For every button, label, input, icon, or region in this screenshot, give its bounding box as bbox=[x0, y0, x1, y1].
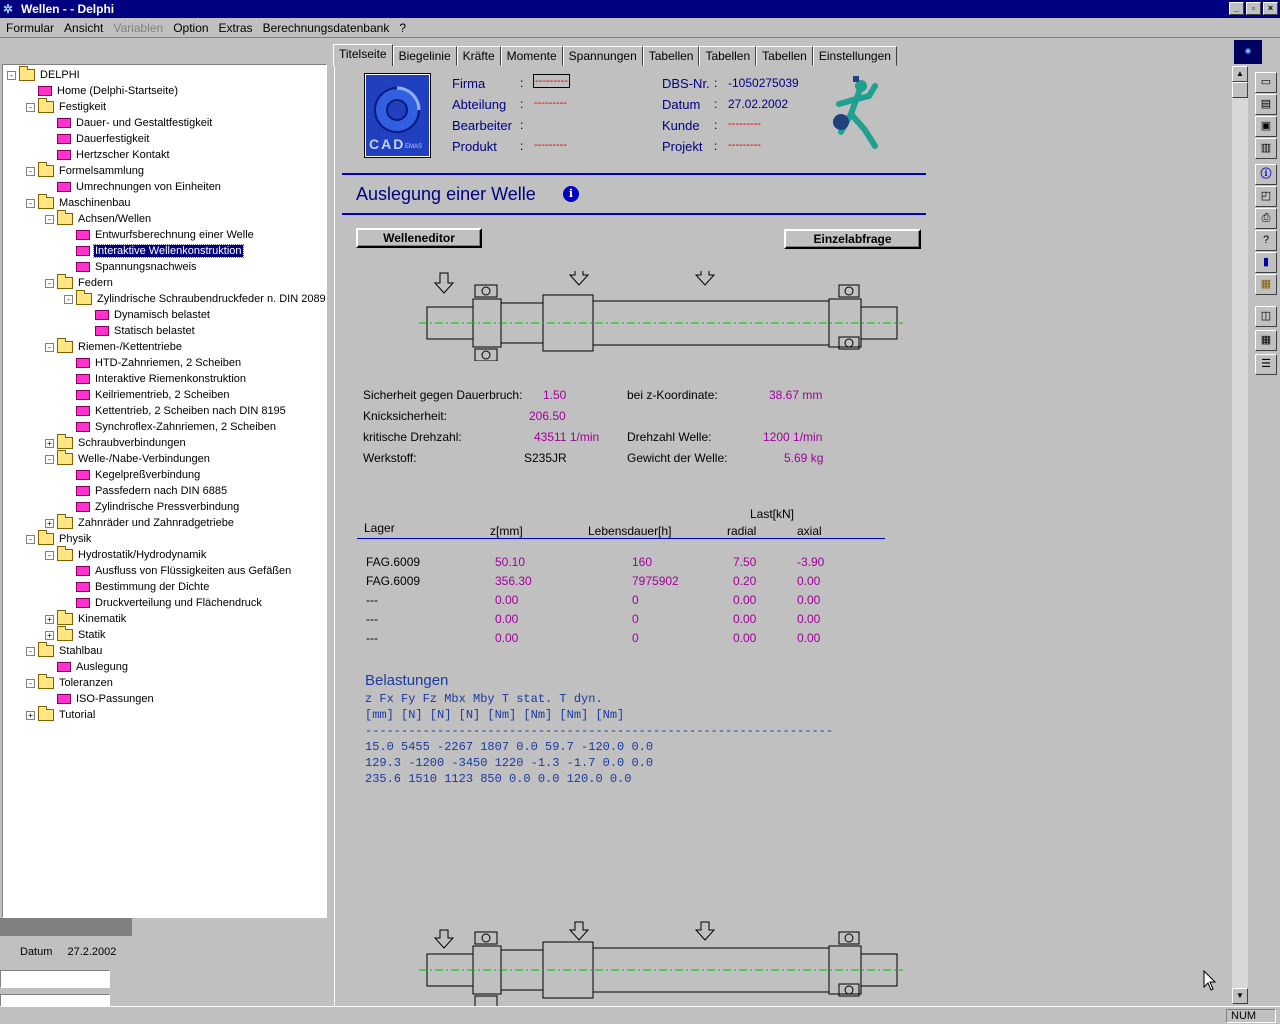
tree-node-label: Statisch belastet bbox=[114, 325, 195, 337]
dialog-titlebar[interactable] bbox=[0, 918, 132, 936]
tree-node[interactable] bbox=[26, 643, 103, 659]
menu-berechnungsdatenbank[interactable]: Berechnungsdatenbank bbox=[262, 20, 390, 35]
tree-node[interactable] bbox=[26, 83, 179, 99]
tree-node-label: Maschinenbau bbox=[59, 197, 131, 209]
tree-node-label: Kettentrieb, 2 Scheiben nach DIN 8195 bbox=[95, 405, 286, 417]
scroll-thumb[interactable] bbox=[1232, 82, 1248, 98]
tree-node-label: Stahlbau bbox=[59, 645, 103, 657]
collapse-icon[interactable]: - bbox=[64, 295, 73, 304]
tree-node-label: Festigkeit bbox=[59, 101, 107, 113]
bearing-value-cell: 50.10 bbox=[495, 555, 526, 569]
tree-node[interactable] bbox=[64, 579, 210, 595]
collapse-icon[interactable]: - bbox=[45, 455, 54, 464]
radial-header: radial bbox=[727, 524, 757, 538]
expand-icon[interactable]: + bbox=[26, 711, 35, 720]
layout-icon[interactable]: ◫ bbox=[1255, 306, 1277, 327]
einzelabfrage-button[interactable]: Einzelabfrage bbox=[784, 229, 921, 249]
navigation-tree[interactable] bbox=[2, 64, 327, 918]
bearing-value-cell: 0 bbox=[632, 631, 639, 645]
bearing-value-cell: 0.00 bbox=[495, 612, 519, 626]
tree-node-label: HTD-Zahnriemen, 2 Scheiben bbox=[95, 357, 242, 369]
new-document-icon[interactable]: ▭ bbox=[1255, 72, 1277, 93]
kunde-label: Kunde bbox=[662, 118, 700, 133]
document-icon bbox=[57, 662, 71, 672]
tab-momente[interactable]: Momente bbox=[501, 46, 563, 66]
tree-node-label: DELPHI bbox=[40, 69, 80, 81]
bearing-value-cell: 0.00 bbox=[733, 612, 757, 626]
folder-icon bbox=[57, 453, 73, 465]
tree-node[interactable] bbox=[45, 659, 129, 675]
tree-node-label: Physik bbox=[59, 533, 92, 545]
tree-node[interactable] bbox=[45, 211, 152, 227]
bearing-value-cell: 0.00 bbox=[495, 631, 519, 645]
tree-node[interactable] bbox=[64, 243, 243, 259]
loads-header-units: [mm] [N] [N] [N] [Nm] [Nm] [Nm] [Nm] bbox=[365, 708, 625, 722]
tree-node[interactable] bbox=[26, 99, 107, 115]
knick-label: Knicksicherheit: bbox=[363, 409, 448, 423]
menu-bar bbox=[0, 18, 1280, 38]
header-rule-bottom bbox=[342, 213, 926, 215]
bearing-value-cell: -3.90 bbox=[797, 555, 825, 569]
document-icon bbox=[57, 694, 71, 704]
tree-node[interactable] bbox=[83, 307, 211, 323]
tree-node[interactable] bbox=[64, 355, 242, 371]
tree-node[interactable] bbox=[45, 339, 183, 355]
loads-row: 15.0 5455 -2267 1807 0.0 59.7 -120.0 0.0 bbox=[365, 740, 654, 754]
tree-node[interactable] bbox=[64, 419, 277, 435]
welleneditor-button[interactable]: Welleneditor bbox=[356, 228, 482, 248]
print-preview-icon[interactable]: ◰ bbox=[1255, 186, 1277, 207]
mouse-cursor-icon bbox=[1203, 970, 1217, 992]
loads-row: 129.3 -1200 -3450 1220 -1.3 -1.7 0.0 0.0 bbox=[365, 756, 654, 770]
bearing-name-cell: --- bbox=[366, 631, 378, 645]
tree-node-label: Toleranzen bbox=[59, 677, 113, 689]
document-icon bbox=[76, 598, 90, 608]
tree-node-label: Umrechnungen von Einheiten bbox=[76, 181, 221, 193]
bearing-name-cell: --- bbox=[366, 612, 378, 626]
tree-node[interactable] bbox=[45, 611, 127, 627]
projekt-label: Projekt bbox=[662, 139, 703, 154]
bearing-name-cell: FAG.6009 bbox=[366, 574, 421, 588]
tree-node[interactable] bbox=[64, 563, 292, 579]
bearing-value-cell: 0.00 bbox=[495, 593, 519, 607]
tree-node-label: Dynamisch belastet bbox=[114, 309, 210, 321]
gewicht-value: 5.69 kg bbox=[784, 451, 824, 465]
logo-subtext: EMAS bbox=[405, 144, 423, 150]
document-icon bbox=[76, 390, 90, 400]
mascot-figure-icon bbox=[823, 74, 883, 154]
document-icon bbox=[76, 230, 90, 240]
collapse-icon[interactable]: - bbox=[26, 167, 35, 176]
drehzahl-label: Drehzahl Welle: bbox=[627, 430, 712, 444]
datum-value: 27.02.2002 bbox=[728, 97, 789, 111]
document-icon bbox=[57, 150, 71, 160]
tree-node[interactable] bbox=[26, 163, 145, 179]
last-header: Last[kN] bbox=[750, 507, 795, 521]
document-icon bbox=[76, 582, 90, 592]
dialog-date-label: Datum bbox=[20, 946, 53, 958]
tree-node[interactable] bbox=[64, 291, 327, 307]
folder-icon bbox=[38, 533, 54, 545]
collapse-icon[interactable]: - bbox=[26, 647, 35, 656]
vertical-scrollbar[interactable] bbox=[1232, 66, 1248, 1004]
scroll-down-button[interactable]: ▼ bbox=[1232, 988, 1248, 1004]
dialog-field-1[interactable] bbox=[0, 970, 110, 988]
datum-label: Datum bbox=[662, 97, 701, 112]
folder-icon bbox=[57, 341, 73, 353]
bearing-name-cell: FAG.6009 bbox=[366, 555, 421, 569]
z-header: z[mm] bbox=[490, 524, 523, 538]
tree-node-label: ISO-Passungen bbox=[76, 693, 154, 705]
close-button[interactable]: × bbox=[1263, 2, 1278, 15]
document-icon bbox=[38, 86, 52, 96]
expand-icon[interactable]: + bbox=[45, 519, 54, 528]
open-folder-icon[interactable]: ▤ bbox=[1255, 94, 1277, 115]
notes-icon[interactable]: ▦ bbox=[1255, 274, 1277, 295]
projekt-colon: : bbox=[714, 139, 718, 153]
tree-node[interactable] bbox=[64, 259, 198, 275]
folder-icon bbox=[38, 197, 54, 209]
document-icon bbox=[95, 326, 109, 336]
folder-icon bbox=[38, 709, 54, 721]
werkstoff-label: Werkstoff: bbox=[363, 451, 417, 465]
bearbeiter-colon: : bbox=[520, 118, 524, 132]
bearing-value-cell: 0.00 bbox=[797, 574, 821, 588]
bearing-value-cell: 7975902 bbox=[632, 574, 679, 588]
num-lock-indicator: NUM bbox=[1226, 1009, 1276, 1023]
tree-node-label: Synchroflex-Zahnriemen, 2 Scheiben bbox=[95, 421, 276, 433]
tree-node[interactable] bbox=[64, 499, 240, 515]
tree-node[interactable] bbox=[64, 403, 287, 419]
document-icon bbox=[76, 486, 90, 496]
folder-icon bbox=[19, 69, 35, 81]
tree-node[interactable] bbox=[45, 451, 211, 467]
list-icon[interactable]: ☰ bbox=[1255, 354, 1277, 375]
abteilung-colon: : bbox=[520, 97, 524, 111]
tree-node[interactable] bbox=[64, 387, 231, 403]
tree-node-label: Dauerfestigkeit bbox=[76, 133, 150, 145]
tab-tabellen-2[interactable]: Tabellen bbox=[699, 46, 756, 66]
tree-node[interactable] bbox=[64, 467, 201, 483]
document-icon bbox=[76, 246, 90, 256]
axial-header: axial bbox=[797, 524, 822, 538]
tree-node-label: Welle-/Nabe-Verbindungen bbox=[78, 453, 210, 465]
collapse-icon[interactable]: - bbox=[26, 199, 35, 208]
database-icon[interactable]: ▮ bbox=[1255, 252, 1277, 273]
bearing-value-cell: 0 bbox=[632, 593, 639, 607]
tree-node-label: Auslegung bbox=[76, 661, 128, 673]
bearing-value-cell: 0.20 bbox=[733, 574, 757, 588]
info-button-icon[interactable]: ⓘ bbox=[1255, 164, 1277, 185]
document-icon bbox=[95, 310, 109, 320]
document-icon bbox=[76, 358, 90, 368]
tree-node[interactable] bbox=[83, 323, 196, 339]
tree-node-label: Spannungsnachweis bbox=[95, 261, 197, 273]
maximize-button[interactable]: ▫ bbox=[1246, 2, 1261, 15]
produkt-label: Produkt bbox=[452, 139, 497, 154]
folder-icon bbox=[57, 629, 73, 641]
bearing-value-cell: 0.00 bbox=[797, 631, 821, 645]
content-area bbox=[334, 66, 1230, 1006]
collapse-icon[interactable]: - bbox=[7, 71, 16, 80]
info-icon[interactable]: i bbox=[563, 186, 579, 202]
kritisch-value: 43511 1/min bbox=[534, 430, 600, 444]
save-icon[interactable]: ▣ bbox=[1255, 116, 1277, 137]
dialog-date-row bbox=[20, 946, 116, 958]
firma-label: Firma bbox=[452, 76, 486, 91]
menu-option[interactable]: Option bbox=[173, 20, 209, 35]
tree-node[interactable] bbox=[64, 227, 255, 243]
folder-icon bbox=[57, 213, 73, 225]
folder-icon bbox=[38, 165, 54, 177]
tab-kraefte[interactable]: Kräfte bbox=[457, 46, 501, 66]
bearing-value-cell: 0.00 bbox=[797, 612, 821, 626]
save-all-icon[interactable]: ▥ bbox=[1255, 138, 1277, 159]
status-bar bbox=[0, 1006, 1280, 1024]
belastungen-title: Belastungen bbox=[365, 672, 449, 689]
lebensdauer-header: Lebensdauer[h] bbox=[588, 524, 672, 538]
tab-titelseite[interactable]: Titelseite bbox=[333, 44, 393, 66]
print-icon[interactable]: ⎙ bbox=[1255, 208, 1277, 229]
gewicht-label: Gewicht der Welle: bbox=[627, 451, 728, 465]
datum-colon: : bbox=[714, 97, 718, 111]
logo-text: CAD bbox=[369, 136, 406, 152]
folder-icon bbox=[57, 549, 73, 561]
bearings-rule bbox=[357, 538, 885, 539]
scroll-up-button[interactable]: ▲ bbox=[1232, 66, 1248, 82]
tree-node-label: Druckverteilung und Flächendruck bbox=[95, 597, 262, 609]
collapse-icon[interactable]: - bbox=[45, 215, 54, 224]
folder-icon bbox=[57, 437, 73, 449]
document-icon bbox=[76, 422, 90, 432]
tree-node-label: Kegelpreßverbindung bbox=[95, 469, 201, 481]
tree-node[interactable] bbox=[45, 547, 207, 563]
tree-node[interactable] bbox=[45, 627, 107, 643]
tree-node-label: Statik bbox=[78, 629, 106, 641]
minimize-button[interactable]: _ bbox=[1229, 2, 1244, 15]
kunde-value[interactable]: --------- bbox=[728, 118, 761, 130]
brand-icon: ✺ bbox=[1234, 40, 1262, 64]
tree-node-label: Schraubverbindungen bbox=[78, 437, 186, 449]
document-icon bbox=[76, 502, 90, 512]
sicherheit-label: Sicherheit gegen Dauerbruch: bbox=[363, 388, 523, 402]
drehzahl-value: 1200 1/min bbox=[763, 430, 823, 444]
expand-icon[interactable]: + bbox=[45, 439, 54, 448]
bearing-value-cell: 7.50 bbox=[733, 555, 757, 569]
grid-icon[interactable]: ▦ bbox=[1255, 330, 1277, 351]
knick-value: 206.50 bbox=[529, 409, 566, 423]
loads-separator: ----------------------------------------------------------------- bbox=[365, 724, 834, 738]
bearbeiter-label: Bearbeiter bbox=[452, 118, 512, 133]
help-icon[interactable]: ? bbox=[1255, 230, 1277, 251]
loads-row: 235.6 1510 1123 850 0.0 0.0 120.0 0.0 bbox=[365, 772, 632, 786]
document-icon bbox=[76, 374, 90, 384]
tree-node-label: Federn bbox=[78, 277, 113, 289]
app-icon: ✲ bbox=[3, 2, 14, 16]
tree-node[interactable] bbox=[26, 707, 96, 723]
tree-node[interactable] bbox=[45, 131, 150, 147]
tree-node[interactable] bbox=[64, 483, 228, 499]
bearing-value-cell: 0.00 bbox=[733, 593, 757, 607]
folder-icon bbox=[38, 645, 54, 657]
collapse-icon[interactable]: - bbox=[26, 679, 35, 688]
document-icon bbox=[57, 134, 71, 144]
menu-extras[interactable]: Extras bbox=[218, 20, 253, 35]
tree-node-label: Interaktive Wellenkonstruktion bbox=[95, 245, 242, 257]
window-title: Wellen - - Delphi bbox=[21, 2, 115, 16]
zkoord-value: 38.67 mm bbox=[769, 388, 823, 402]
tab-tabellen-1[interactable]: Tabellen bbox=[643, 46, 700, 66]
folder-icon bbox=[38, 101, 54, 113]
dbs-label: DBS-Nr. bbox=[662, 76, 710, 91]
shaft-drawing-bottom bbox=[415, 918, 905, 1006]
tree-node[interactable] bbox=[45, 179, 222, 195]
bearing-name-cell: --- bbox=[366, 593, 378, 607]
folder-icon bbox=[57, 613, 73, 625]
tree-node[interactable] bbox=[45, 275, 114, 291]
dbs-colon: : bbox=[714, 76, 718, 90]
tree-node-label: Tutorial bbox=[59, 709, 96, 721]
firma-colon: : bbox=[520, 76, 524, 90]
tree-node[interactable] bbox=[45, 691, 155, 707]
menu-formular[interactable]: Formular bbox=[6, 20, 55, 35]
tree-node[interactable] bbox=[26, 195, 132, 211]
folder-icon bbox=[57, 517, 73, 529]
loads-header-names: z Fx Fy Fz Mbx Mby T stat. T dyn. bbox=[365, 692, 603, 706]
tree-node[interactable] bbox=[45, 115, 213, 131]
dialog-date-value: 27.2.2002 bbox=[67, 946, 117, 958]
bearing-value-cell: 0 bbox=[632, 612, 639, 626]
document-icon bbox=[57, 118, 71, 128]
tree-node-label: Bestimmung der Dichte bbox=[95, 581, 210, 593]
firma-value[interactable]: --------- bbox=[535, 75, 568, 87]
produkt-colon: : bbox=[520, 139, 524, 153]
bearing-value-cell: 0.00 bbox=[733, 631, 757, 645]
kritisch-label: kritische Drehzahl: bbox=[363, 430, 462, 444]
bearing-value-cell: 0.00 bbox=[797, 593, 821, 607]
document-icon bbox=[57, 182, 71, 192]
tab-einstellungen[interactable]: Einstellungen bbox=[813, 46, 897, 66]
projekt-value[interactable]: --------- bbox=[728, 139, 761, 151]
tree-node-label: Riemen-/Kettentriebe bbox=[78, 341, 182, 353]
tree-node-label: Hydrostatik/Hydrodynamik bbox=[78, 549, 207, 561]
tab-tabellen-3[interactable]: Tabellen bbox=[756, 46, 813, 66]
tree-node[interactable] bbox=[45, 515, 235, 531]
menu-ansicht[interactable]: Ansicht bbox=[64, 20, 104, 35]
sicherheit-value: 1.50 bbox=[543, 388, 567, 402]
document-icon bbox=[76, 566, 90, 576]
collapse-icon[interactable]: - bbox=[26, 535, 35, 544]
folder-icon bbox=[57, 277, 73, 289]
header-rule-top bbox=[342, 173, 926, 175]
tree-node-label: Dauer- und Gestaltfestigkeit bbox=[76, 117, 213, 129]
collapse-icon[interactable]: - bbox=[45, 551, 54, 560]
tree-node-label: Entwurfsberechnung einer Welle bbox=[95, 229, 254, 241]
tree-node-label: Zylindrische Schraubendruckfeder n. DIN 2089 bbox=[97, 293, 326, 305]
expand-icon[interactable]: + bbox=[45, 615, 54, 624]
dbs-value: -1050275039 bbox=[728, 76, 799, 90]
shaft-drawing bbox=[415, 271, 905, 361]
document-icon bbox=[76, 262, 90, 272]
tab-biegelinie[interactable]: Biegelinie bbox=[393, 46, 457, 66]
tree-node-label: Zahnräder und Zahnradgetriebe bbox=[78, 517, 234, 529]
document-icon bbox=[76, 470, 90, 480]
tree-node[interactable] bbox=[45, 147, 171, 163]
collapse-icon[interactable]: - bbox=[45, 279, 54, 288]
zkoord-label: bei z-Koordinate: bbox=[627, 388, 718, 402]
folder-icon bbox=[76, 293, 92, 305]
tree-node-label: Formelsammlung bbox=[59, 165, 144, 177]
tree-node-label: Ausfluss von Flüssigkeiten aus Gefäßen bbox=[95, 565, 292, 577]
tree-node-label: Home (Delphi-Startseite) bbox=[57, 85, 179, 97]
tree-node[interactable] bbox=[7, 67, 81, 83]
title-bar bbox=[0, 0, 1280, 18]
werkstoff-value: S235JR bbox=[524, 451, 567, 465]
tree-node[interactable] bbox=[45, 435, 187, 451]
page-title: Auslegung einer Welle bbox=[356, 184, 536, 204]
tree-node-label: Interaktive Riemenkonstruktion bbox=[95, 373, 247, 385]
expand-icon[interactable]: + bbox=[45, 631, 54, 640]
tree-node-label: Passfedern nach DIN 6885 bbox=[95, 485, 228, 497]
tree-node-label: Kinematik bbox=[78, 613, 127, 625]
tree-node-label: Achsen/Wellen bbox=[78, 213, 152, 225]
collapse-icon[interactable]: - bbox=[45, 343, 54, 352]
collapse-icon[interactable]: - bbox=[26, 103, 35, 112]
cad-logo bbox=[364, 73, 431, 158]
tree-node[interactable] bbox=[26, 675, 114, 691]
lager-header: Lager bbox=[364, 521, 395, 535]
produkt-value[interactable]: --------- bbox=[534, 139, 567, 151]
tab-spannungen[interactable]: Spannungen bbox=[563, 46, 643, 66]
tree-node[interactable] bbox=[64, 595, 263, 611]
tree-node[interactable] bbox=[64, 371, 247, 387]
abteilung-label: Abteilung bbox=[452, 97, 507, 112]
abteilung-value[interactable]: --------- bbox=[534, 97, 567, 109]
bearing-value-cell: 356.30 bbox=[495, 574, 532, 588]
menu-help[interactable]: ? bbox=[399, 20, 407, 35]
tree-node[interactable] bbox=[26, 531, 92, 547]
menu-variablen[interactable]: Variablen bbox=[113, 20, 164, 35]
bearing-value-cell: 160 bbox=[632, 555, 653, 569]
tab-bar bbox=[333, 44, 897, 66]
kunde-colon: : bbox=[714, 118, 718, 132]
document-icon bbox=[76, 406, 90, 416]
tree-node-label: Keilriementrieb, 2 Scheiben bbox=[95, 389, 230, 401]
tree-node-label: Hertzscher Kontakt bbox=[76, 149, 170, 161]
folder-icon bbox=[38, 677, 54, 689]
tree-node-label: Zylindrische Pressverbindung bbox=[95, 501, 240, 513]
